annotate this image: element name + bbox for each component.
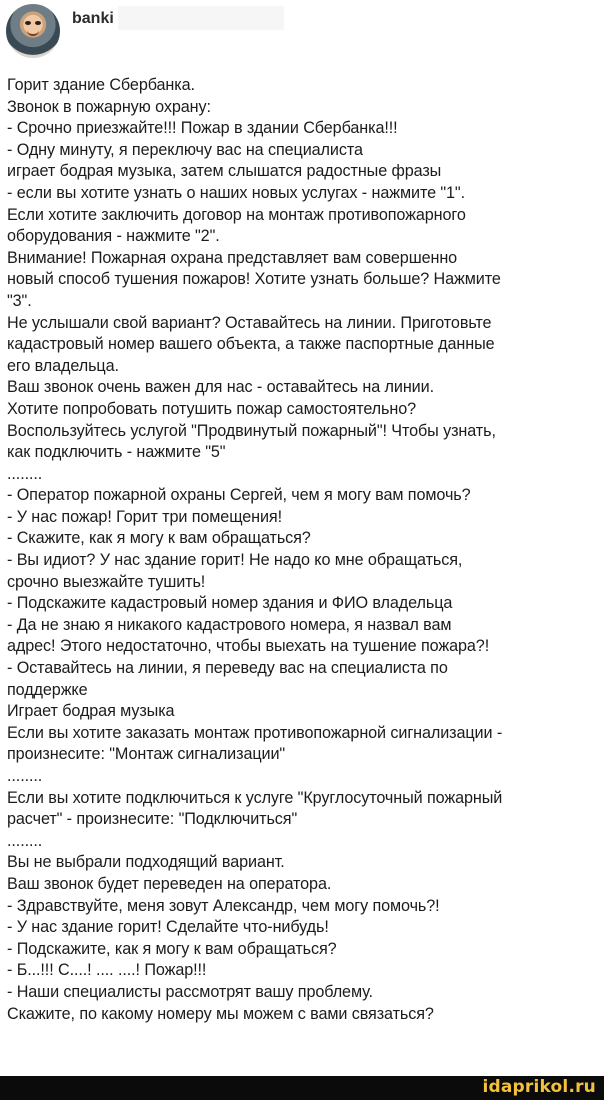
avatar-eye-right — [35, 21, 41, 25]
post-text-line: ........ — [7, 831, 43, 850]
post-text-line: - Наши специалисты рассмотрят вашу проблему. — [7, 982, 373, 1001]
post-text-line: кадастровый номер вашего объекта, а также паспортные данные — [7, 335, 495, 354]
post-text-line: Воспользуйтесь услугой "Продвинутый пожарный"! Чтобы узнать, — [7, 421, 496, 440]
post-text-line: поддержке — [7, 680, 88, 699]
post-text-line: Внимание! Пожарная охрана представляет вам совершенно — [7, 248, 458, 267]
author-username[interactable]: banki — [72, 10, 114, 27]
post-text-line: - Б...!!! С....! .... ....! Пожар!!! — [7, 961, 207, 980]
post-text-line: - Вы идиот? У нас здание горит! Не надо ко мне обращаться, — [7, 551, 463, 570]
header-background-strip — [118, 6, 284, 30]
post-text-line: играет бодрая музыка, затем слышатся радостные фразы — [7, 162, 442, 181]
avatar-mouth — [27, 30, 39, 36]
post-text-line: - Подскажите кадастровый номер здания и ФИО владельца — [7, 594, 453, 613]
post-text-line: ........ — [7, 464, 43, 483]
post-text-line: произнесите: "Монтаж сигнализации" — [7, 745, 286, 764]
avatar[interactable] — [6, 4, 60, 58]
post-text-line: ........ — [7, 767, 43, 785]
post-text-line: - Скажите, как я могу к вам обращаться? — [7, 529, 311, 548]
post-text-line: срочно выезжайте тушить! — [7, 572, 206, 591]
post-text-line: расчет" - произнесите: "Подключиться" — [7, 810, 298, 829]
post-header — [0, 0, 604, 70]
post-text-line: - У нас пожар! Горит три помещения! — [7, 507, 282, 526]
post-text-line: Звонок в пожарную охрану: — [7, 97, 211, 116]
post-text-line: - У нас здание горит! Сделайте что-нибудь! — [7, 918, 329, 937]
post-text-line: - Срочно приезжайте!!! Пожар в здании Сбербанка!!! — [7, 119, 398, 138]
post-text-line: оборудования - нажмите "2". — [7, 227, 220, 246]
post-text-line: Если вы хотите подключиться к услуге "Круглосуточный пожарный — [7, 788, 503, 807]
post-text-line: его владельца. — [7, 356, 119, 375]
post-text-line: "3". — [7, 291, 32, 310]
avatar-eye-left — [25, 21, 31, 25]
post-text-line: Ваш звонок очень важен для нас - оставайтесь на линии. — [7, 378, 434, 397]
post-text-line: - Одну минуту, я переключу вас на специалиста — [7, 140, 363, 159]
post-text-line: - Оператор пожарной охраны Сергей, чем я могу вам помочь? — [7, 486, 471, 505]
watermark: idaprikol.ru — [482, 1077, 596, 1097]
post-text-line: - если вы хотите узнать о наших новых услугах - нажмите "1". — [7, 183, 465, 202]
post-text-line: как подключить - нажмите "5" — [7, 443, 226, 462]
post-text-line: Хотите попробовать потушить пожар самостоятельно? — [7, 399, 417, 418]
post-text-line: - Здравствуйте, меня зовут Александр, чем могу помочь?! — [7, 896, 440, 915]
post-text-line: новый способ тушения пожаров! Хотите узнать больше? Нажмите — [7, 270, 501, 289]
post-text-line: - Подскажите, как я могу к вам обращаться? — [7, 939, 337, 958]
post-text — [7, 75, 599, 1025]
post-text-line: Если вы хотите заказать монтаж противопожарной сигнализации - — [7, 723, 503, 742]
post-text-line: - Да не знаю я никакого кадастрового номера, я назвал вам — [7, 615, 452, 634]
post-text-line: Не услышали свой вариант? Оставайтесь на линии. Приготовьте — [7, 313, 492, 332]
post-text-line: адрес! Этого недостаточно, чтобы выехать на тушение пожара?! — [7, 637, 490, 656]
post-text-line: - Оставайтесь на линии, я переведу вас на специалиста по — [7, 659, 448, 678]
post-text-line: Ваш звонок будет переведен на оператора. — [7, 874, 332, 893]
post-text-line: Горит здание Сбербанка. — [7, 76, 195, 94]
post-text-line: Если хотите заключить договор на монтаж противопожарного — [7, 205, 466, 224]
post-text-line: Скажите, по какому номеру мы можем с вами связаться? — [7, 1004, 434, 1023]
post-text-line: Играет бодрая музыка — [7, 702, 175, 721]
post-text-line: Вы не выбрали подходящий вариант. — [7, 853, 285, 872]
